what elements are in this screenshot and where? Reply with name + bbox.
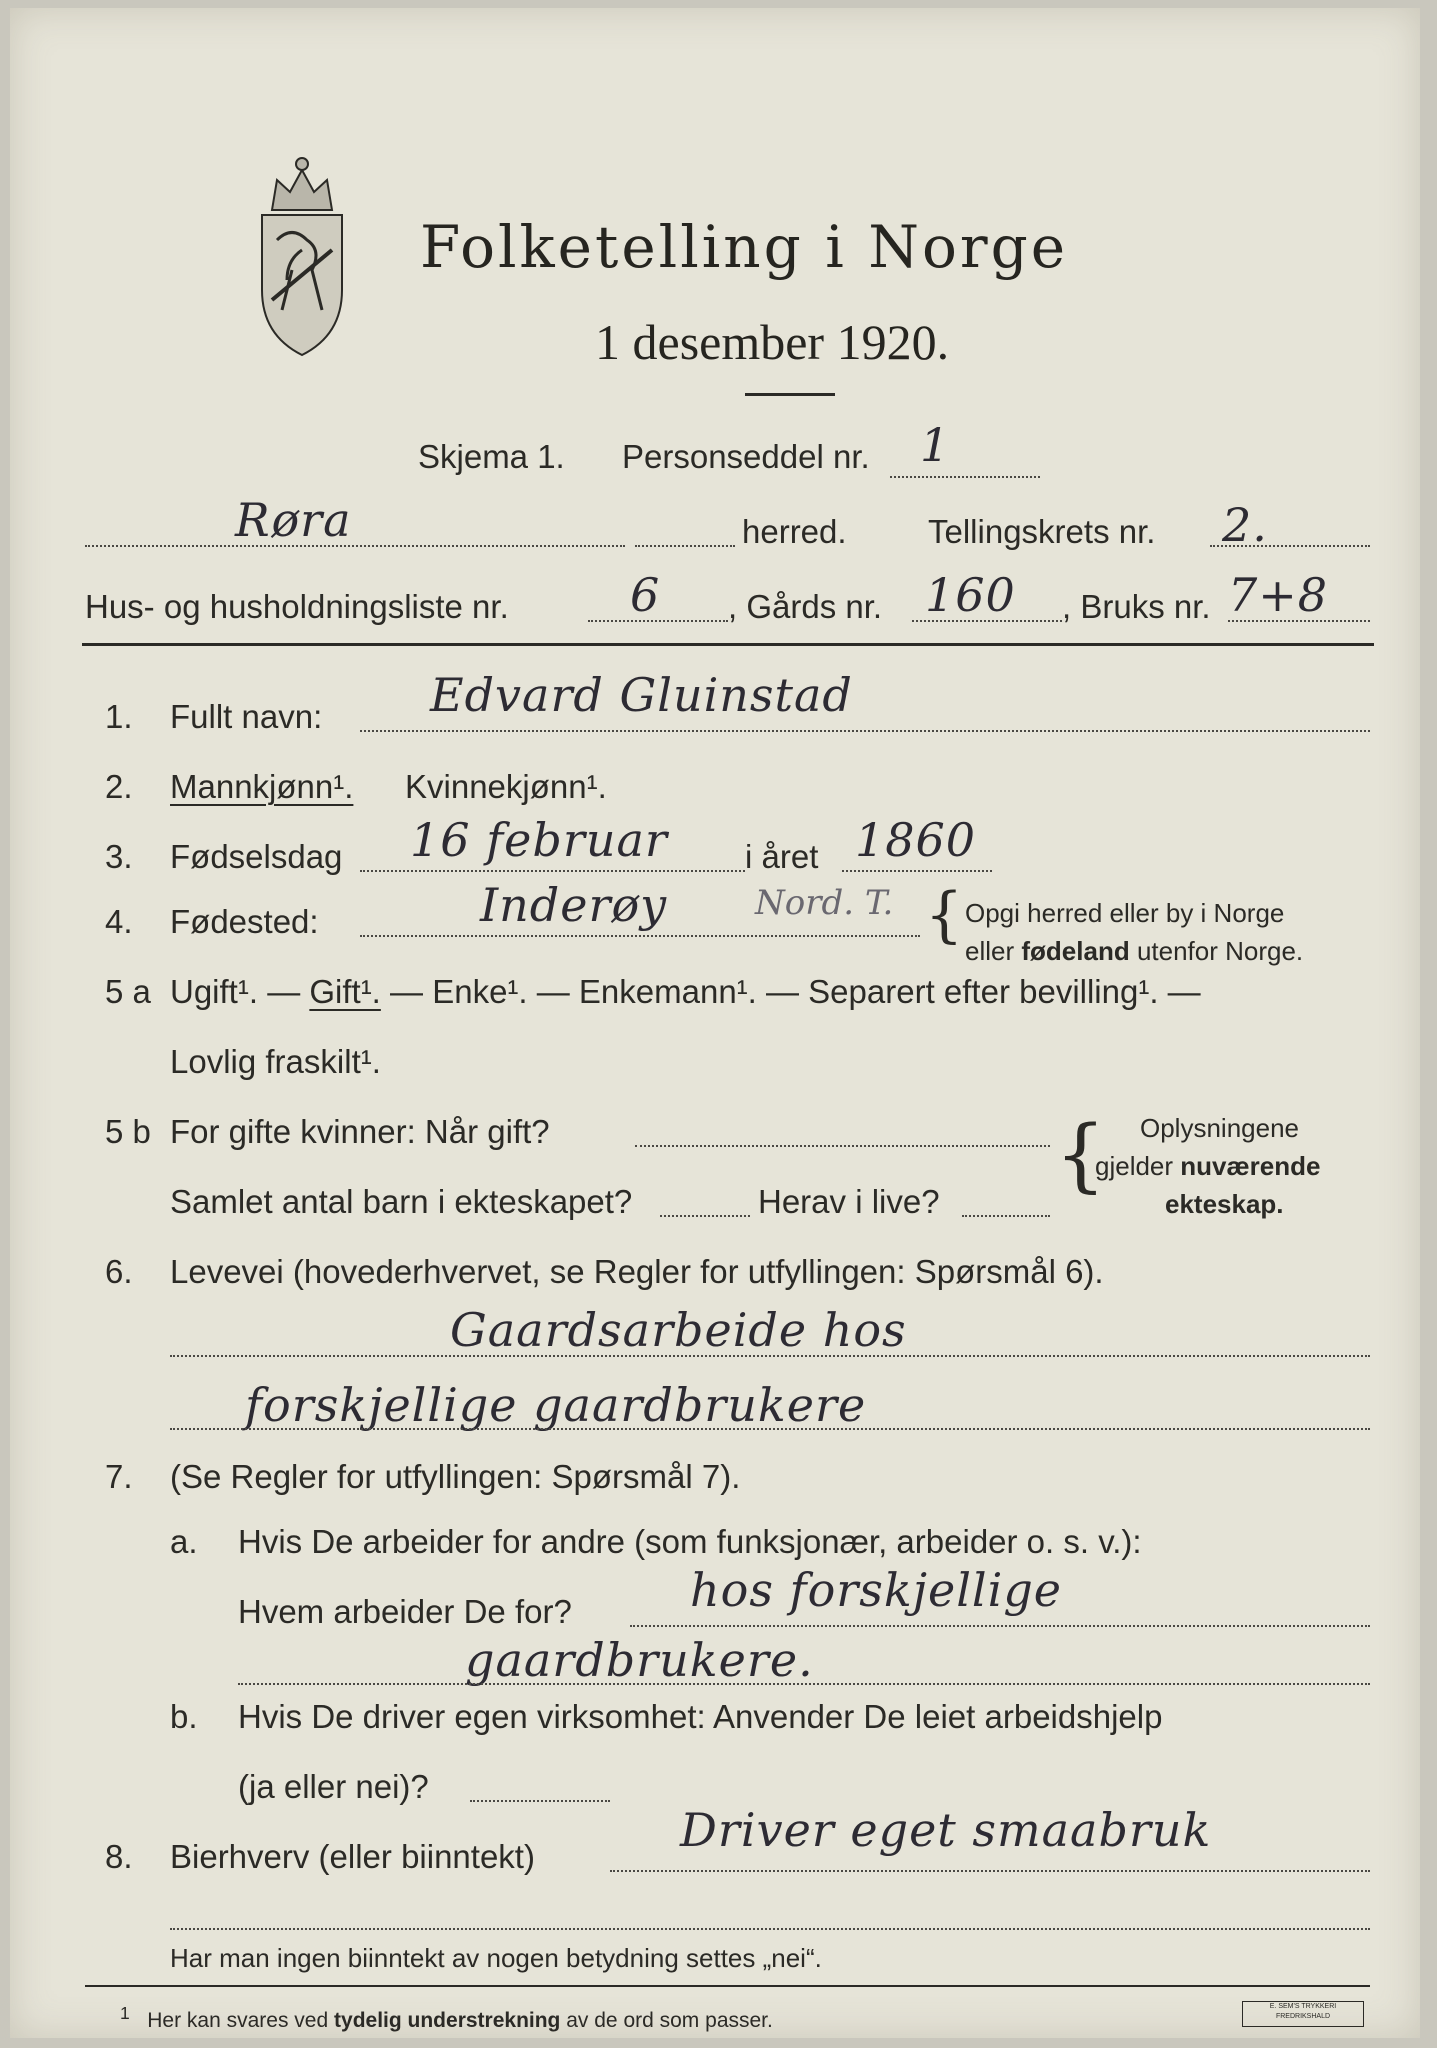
q5b-note-line2: gjelder nuværende xyxy=(1095,1151,1321,1181)
personseddel-line xyxy=(890,476,1040,478)
printer-stamp: E. SEM'S TRYKKERI FREDRIKSHALD xyxy=(1242,2001,1364,2027)
footnote: $^1$ Her kan svares ved tydelig understrekning av de ord som passer. xyxy=(120,2003,773,2032)
footnote-separator xyxy=(85,1985,1370,1987)
tellingskrets-label: Tellingskrets nr. xyxy=(928,513,1156,550)
q3-birthday-value[interactable]: 16 februar xyxy=(410,813,668,867)
q3-year-label: i året xyxy=(745,838,819,875)
q5a-ugift-option[interactable]: Ugift¹. xyxy=(170,973,259,1010)
herred-value[interactable]: Røra xyxy=(235,493,352,547)
skjema-label: Skjema 1. xyxy=(418,438,565,475)
biinntekt-note: Har man ingen biinntekt av nogen betydning settes „nei“. xyxy=(170,1943,822,1973)
q7a-label: Hvis De arbeider for andre (som funksjonær, arbeider o. s. v.): xyxy=(238,1523,1142,1560)
q7a-employer-value-line2[interactable]: gaardbrukere. xyxy=(465,1633,814,1687)
q7b-label: Hvis De driver egen virksomhet: Anvender De leiet arbeidshjelp xyxy=(238,1698,1163,1735)
q7a-employer-value-line1[interactable]: hos forskjellige xyxy=(690,1563,1063,1617)
q8-line1 xyxy=(610,1870,1370,1872)
q5b-label: For gifte kvinner: Når gift? xyxy=(170,1113,550,1150)
q4-line xyxy=(360,935,920,937)
q1-line xyxy=(360,730,1370,732)
q4-number: 4. xyxy=(105,903,133,940)
census-form-page xyxy=(10,8,1420,2038)
q7b-label2: (ja eller nei)? xyxy=(238,1768,429,1805)
gards-value[interactable]: 160 xyxy=(925,568,1016,622)
q7a-line1 xyxy=(630,1625,1370,1627)
q7a-letter: a. xyxy=(170,1523,198,1560)
q7-number: 7. xyxy=(105,1458,133,1495)
q5b-note-line3: ekteskap. xyxy=(1165,1189,1284,1219)
q7a-line2 xyxy=(238,1683,1370,1685)
q5b-alive-label: Herav i live? xyxy=(758,1183,940,1220)
q5b-children-line xyxy=(660,1215,750,1217)
q5a-options: Ugift¹. — Gift¹. — Enke¹. — Enkemann¹. — Separert efter bevilling¹. — xyxy=(170,973,1201,1010)
personseddel-label: Personseddel nr. xyxy=(622,438,870,475)
q6-line2 xyxy=(170,1428,1370,1430)
q7b-line xyxy=(470,1800,610,1802)
q5b-alive-line xyxy=(962,1215,1050,1217)
q5a-number: 5 a xyxy=(105,973,151,1010)
q4-label: Fødested: xyxy=(170,903,319,940)
q3-year-line xyxy=(842,870,992,872)
herred-label: herred. xyxy=(742,513,847,550)
norwegian-coat-of-arms-icon xyxy=(242,140,362,360)
q1-label: Fullt navn: xyxy=(170,698,323,735)
q7b-letter: b. xyxy=(170,1698,198,1735)
q7a-employer-label: Hvem arbeider De for? xyxy=(238,1593,572,1630)
q5b-when-line xyxy=(635,1145,1050,1147)
q3-year-value[interactable]: 1860 xyxy=(855,813,977,867)
hus-value[interactable]: 6 xyxy=(630,568,661,622)
q4-note-line2: eller fødeland utenfor Norge. xyxy=(965,936,1304,966)
q5b-brace: { xyxy=(1055,1108,1106,1201)
q6-occupation-line2[interactable]: forskjellige gaardbrukere xyxy=(245,1378,867,1432)
q4-brace: { xyxy=(925,880,964,950)
gards-label: , Gårds nr. xyxy=(728,588,883,625)
q3-day-line xyxy=(360,870,745,872)
herred-line xyxy=(85,545,625,547)
q4-note-line1: Opgi herred eller by i Norge xyxy=(965,898,1285,928)
personseddel-value[interactable]: 1 xyxy=(920,418,951,472)
q5a-gift-option[interactable]: Gift¹. xyxy=(309,973,381,1010)
bruks-value[interactable]: 7+8 xyxy=(1228,568,1329,622)
q6-number: 6. xyxy=(105,1253,133,1290)
herred-line-2 xyxy=(635,545,735,547)
q5a-lovlig-fraskilt[interactable]: Lovlig fraskilt¹. xyxy=(170,1043,381,1080)
q3-label: Fødselsdag xyxy=(170,838,343,875)
q2-female-option[interactable]: Kvinnekjønn¹. xyxy=(405,768,607,805)
q6-occupation-line1[interactable]: Gaardsarbeide hos xyxy=(450,1303,907,1357)
q4-birthplace-value[interactable]: Inderøy xyxy=(480,878,668,932)
q5b-note-line1: Oplysningene xyxy=(1140,1113,1299,1143)
q2-male-option[interactable]: Mannkjønn¹. xyxy=(170,768,354,805)
tellingskrets-value[interactable]: 2. xyxy=(1222,498,1268,552)
q8-side-income-value[interactable]: Driver eget smaabruk xyxy=(680,1803,1212,1857)
q6-label: Levevei (hovederhvervet, se Regler for utfyllingen: Spørsmål 6). xyxy=(170,1253,1104,1290)
q5a-other-options[interactable]: — Enke¹. — Enkemann¹. — Separert efter bevilling¹. — xyxy=(390,973,1201,1010)
header-separator xyxy=(82,643,1374,646)
bruks-label: , Bruks nr. xyxy=(1062,588,1211,625)
census-date: 1 desember 1920. xyxy=(595,314,950,370)
title-divider xyxy=(745,393,835,396)
q8-line2 xyxy=(170,1928,1370,1930)
q8-number: 8. xyxy=(105,1838,133,1875)
q4-birthplace-extra[interactable]: Nord. T. xyxy=(755,883,894,923)
q3-number: 3. xyxy=(105,838,133,875)
q1-full-name-value[interactable]: Edvard Gluinstad xyxy=(430,668,853,722)
q7-label: (Se Regler for utfyllingen: Spørsmål 7). xyxy=(170,1458,741,1495)
q1-number: 1. xyxy=(105,698,133,735)
q5b-number: 5 b xyxy=(105,1113,151,1150)
q8-label: Bierhverv (eller biinntekt) xyxy=(170,1838,535,1875)
form-title: Folketelling i Norge xyxy=(420,213,1069,281)
q6-line1 xyxy=(170,1355,1370,1357)
q2-number: 2. xyxy=(105,768,133,805)
q5b-children-label: Samlet antal barn i ekteskapet? xyxy=(170,1183,633,1220)
hus-label: Hus- og husholdningsliste nr. xyxy=(85,588,509,625)
